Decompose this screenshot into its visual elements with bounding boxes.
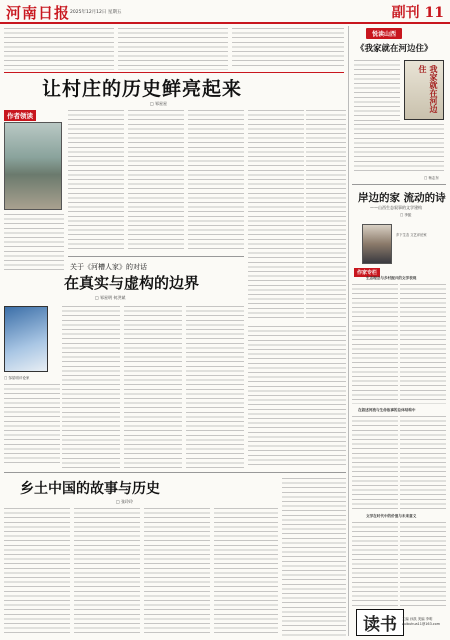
newspaper-masthead: 河南日报	[6, 4, 71, 22]
review-headline: 岸边的家 流动的诗	[358, 192, 446, 204]
main-article-col-2	[128, 110, 184, 250]
main-byline: □ 邹星星	[150, 101, 168, 106]
article2-headline: 在真实与虚构的边界	[64, 274, 200, 292]
review-author-photo	[362, 224, 392, 264]
sidebar-bottom-rule	[352, 184, 446, 185]
review-col-1b	[400, 284, 446, 404]
sidebar-book-cover-title: 我家就在河边住	[418, 65, 439, 113]
review-byline: □ 李振	[400, 213, 412, 217]
intro-text-left	[4, 28, 114, 70]
sidebar-book-cover	[404, 60, 444, 120]
main-article-col-1	[68, 110, 124, 250]
article2-col-5	[248, 326, 346, 468]
section-footer-label: 读书	[356, 609, 404, 636]
main-article-col-4	[248, 110, 304, 320]
article3-col-1	[4, 508, 70, 636]
review-col-3b	[400, 522, 446, 606]
article2-byline: □ 邹星明 何洪斌	[95, 295, 126, 300]
sidebar-editor: □ 杨志东	[424, 176, 439, 180]
sidebar-divider	[348, 26, 349, 636]
lower-divider	[4, 472, 346, 473]
article3-col-3	[144, 508, 210, 636]
intro-text-middle	[118, 28, 228, 70]
main-article-col-5	[306, 110, 346, 320]
sidebar-text-2	[354, 124, 444, 174]
footer-email: zuibuhua11@163.com	[402, 622, 441, 626]
book-cover-image	[4, 306, 48, 372]
review-subtitle: ——山西生态叙事的文学建构	[370, 205, 422, 210]
header-rule	[0, 22, 450, 24]
review-subhead-3: 文学在时代中的价值与未来意义	[366, 514, 417, 518]
review-col-2b	[400, 416, 446, 510]
article3-col-4	[214, 508, 278, 636]
review-col-3a	[352, 522, 398, 606]
article2-col-2	[62, 306, 120, 468]
top-divider	[4, 72, 344, 73]
author-photo	[4, 122, 62, 210]
article3-byline: □ 张玲玲	[116, 499, 134, 504]
photo-caption: □ 邹星明评论家	[4, 376, 30, 380]
author-column-tag: 作者领读	[4, 110, 36, 121]
review-subhead-2: 在叙述河流与生命故事的总体结构中	[358, 408, 416, 412]
intro-text-right	[232, 28, 344, 68]
article2-col-4	[186, 306, 244, 468]
review-col-2a	[352, 416, 398, 510]
article2-col-3	[124, 306, 182, 468]
sidebar-section-head: 悦读山西	[366, 28, 402, 39]
article2-col-1	[4, 384, 60, 464]
article3-headline: 乡土中国的故事与历史	[20, 481, 160, 497]
sidebar-book-title: 《我家就在河边住》	[356, 44, 433, 54]
footer-editor: 主编 孙凯 美编 李明	[402, 617, 433, 621]
article3-col-5	[282, 478, 346, 636]
author-bio-text	[4, 214, 64, 274]
issue-date: 2025年12月12日 星期五	[70, 10, 122, 15]
article3-col-2	[74, 508, 140, 636]
review-column-tag: 作家专栏	[354, 268, 380, 277]
review-author-caption: 乡下生态 文艺评论家	[396, 233, 427, 237]
sidebar-text-1	[354, 60, 400, 122]
main-headline: 让村庄的历史鲜亮起来	[42, 78, 243, 100]
article2-kicker: 关于《河槽人家》的对话	[70, 263, 147, 271]
page-section-label: 副刊 11	[391, 5, 444, 21]
review-col-1a	[352, 284, 398, 404]
review-subhead-1: 生态理念与乡村振兴的文学表现	[366, 276, 417, 280]
main-article-col-3	[188, 110, 244, 250]
mid-divider	[68, 256, 244, 257]
